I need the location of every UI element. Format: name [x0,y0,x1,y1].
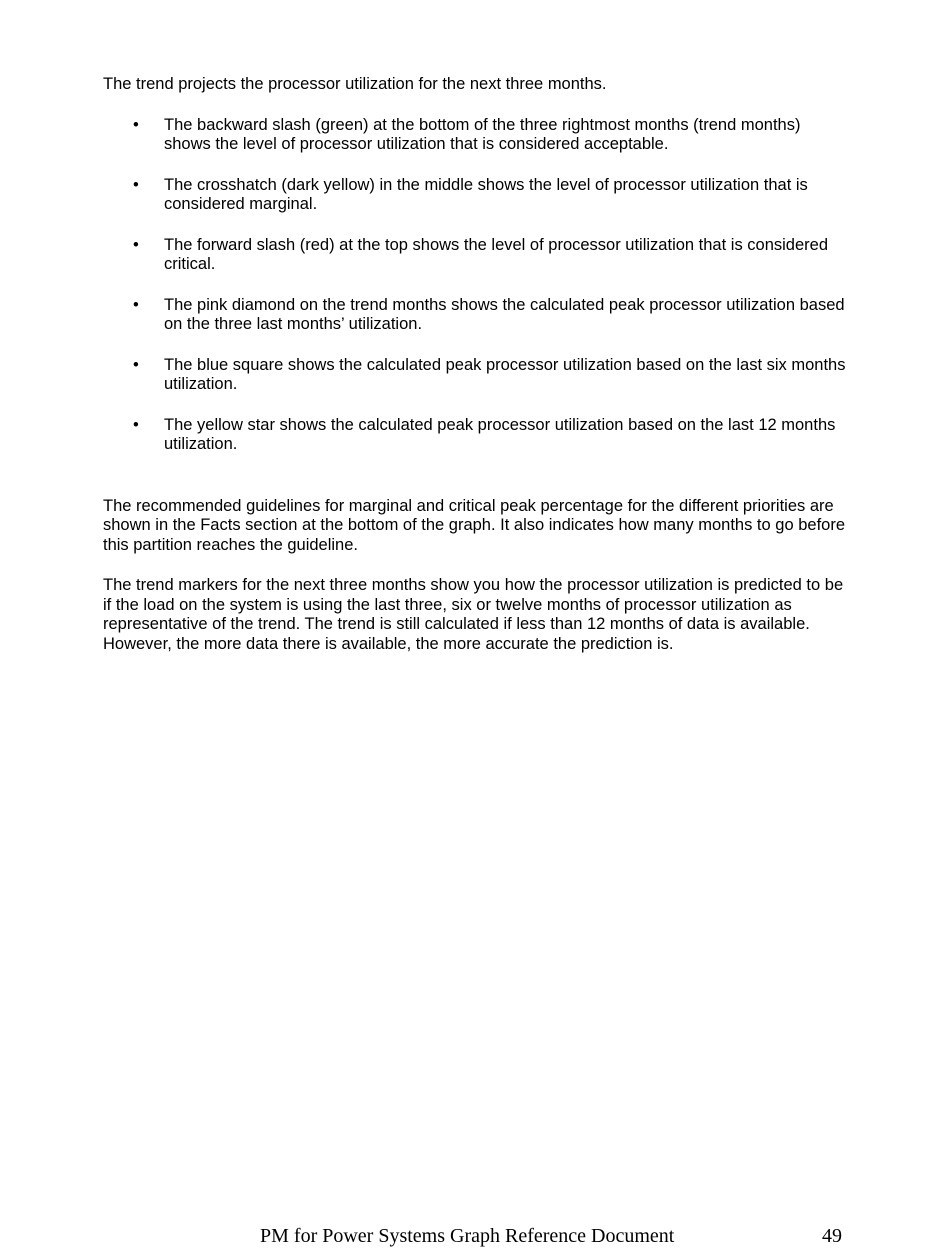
bullet-text: The yellow star shows the calculated peak processor utilization based on the last 12 months utilization. [164,415,836,453]
footer-document-title: PM for Power Systems Graph Reference Document [260,1225,675,1247]
bullet-text: The blue square shows the calculated peak processor utilization based on the last six months utilization. [164,355,846,393]
bullet-text: The crosshatch (dark yellow) in the middle shows the level of processor utilization that is considered marginal. [164,175,808,213]
page-body [103,75,848,654]
bullet-item-blue-square [103,356,848,395]
bullet-item-pink-diamond [103,296,848,335]
bullet-item-critical [103,236,848,275]
bullet-item-yellow-star [103,416,848,455]
bullet-text: The forward slash (red) at the top shows the level of processor utilization that is considered critical. [164,235,828,273]
bullet-icon: • [133,115,139,134]
bullet-item-acceptable [103,116,848,155]
intro-paragraph: The trend projects the processor utilization for the next three months. [103,75,607,93]
bullet-icon: • [133,415,139,434]
bullet-icon: • [133,295,139,314]
footer-page-number: 49 [822,1225,842,1247]
bullet-item-marginal [103,176,848,215]
trend-markers-paragraph: The trend markers for the next three months show you how the processor utilization is predicted to be if the load on the system is using the last three, six or twelve months of processor utilization as representative of the trend. The trend is still calculated if less than 12 months of data is available. However, the more data there is available, the more accurate the prediction is. [103,576,844,653]
bullet-list [103,116,848,455]
bullet-icon: • [133,355,139,374]
bullet-icon: • [133,235,139,254]
section-spacer [103,476,848,497]
bullet-text: The pink diamond on the trend months shows the calculated peak processor utilization based on the three last months’ utilization. [164,295,845,333]
bullet-icon: • [133,175,139,194]
guidelines-paragraph: The recommended guidelines for marginal and critical peak percentage for the different priorities are shown in the Facts section at the bottom of the graph. It also indicates how many months to go before this partition reaches the guideline. [103,496,846,554]
bullet-text: The backward slash (green) at the bottom of the three rightmost months (trend months) shows the level of processor utilization that is considered acceptable. [164,115,801,153]
